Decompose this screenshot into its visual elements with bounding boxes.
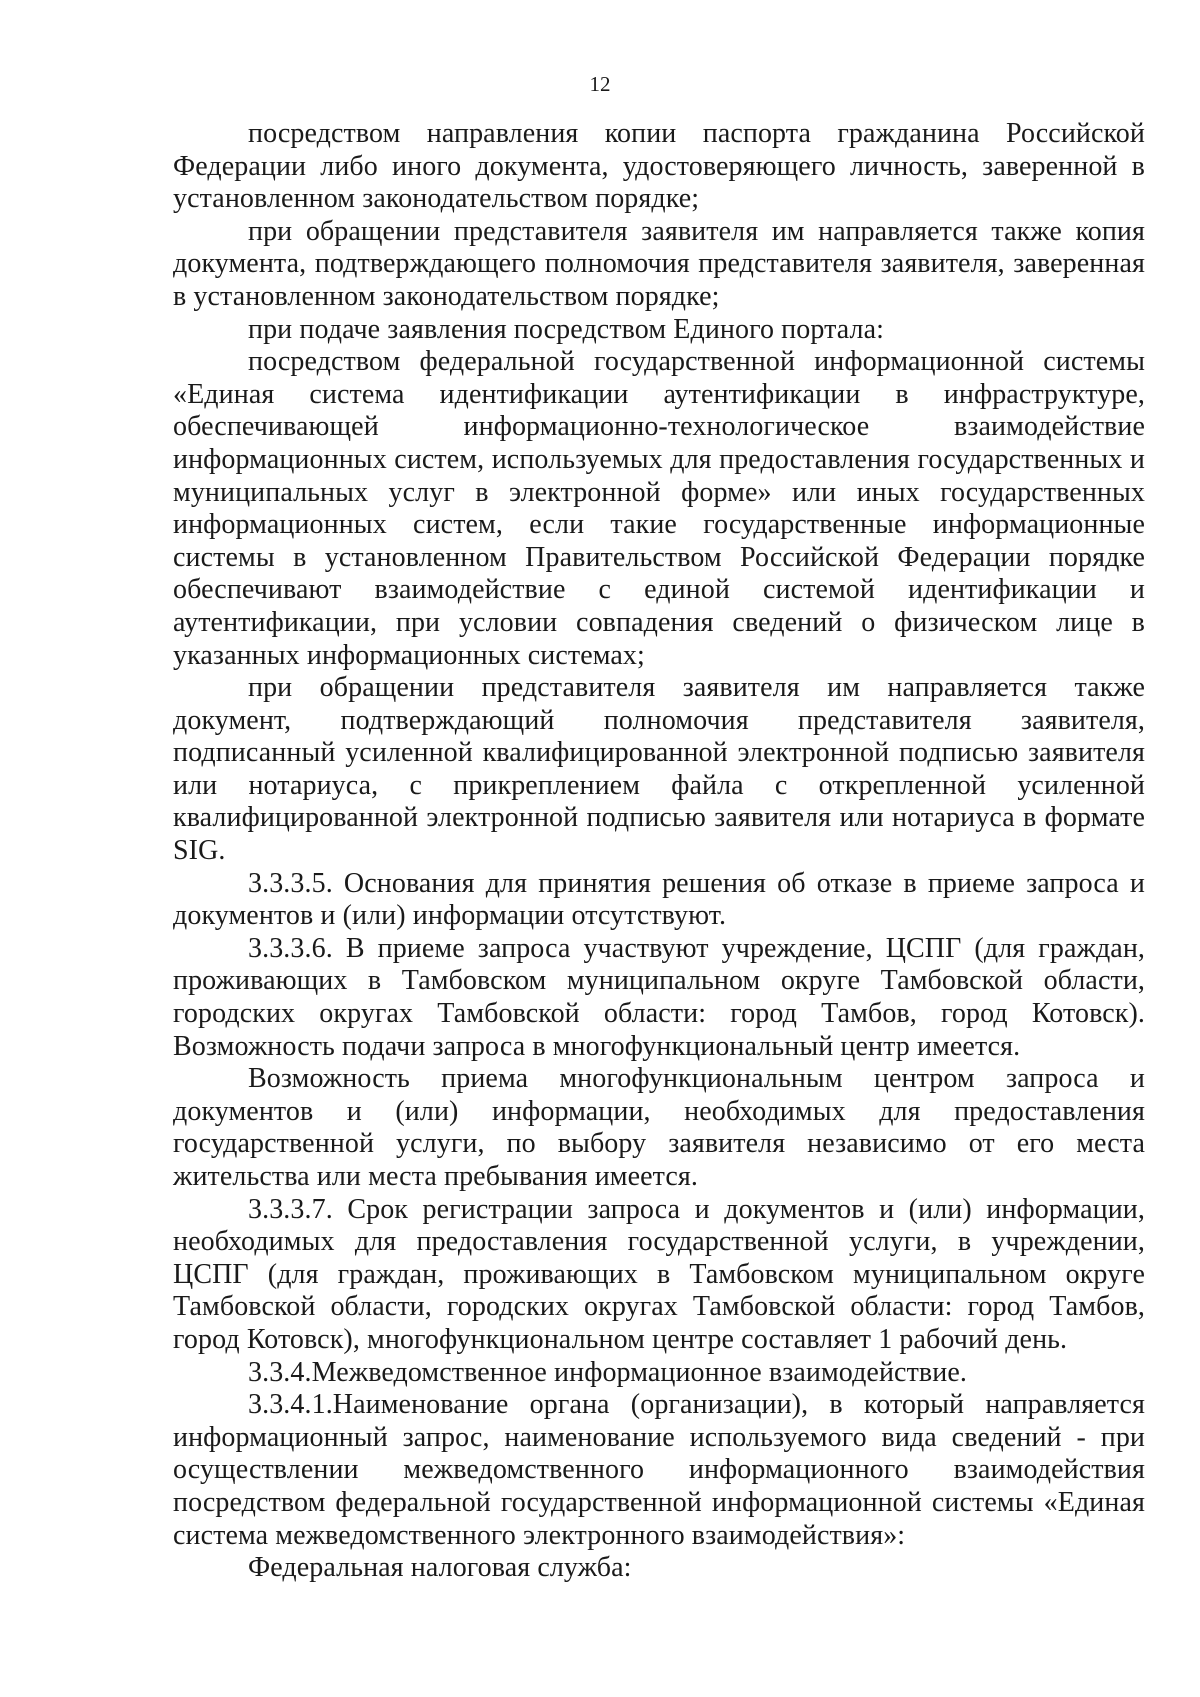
paragraph-3-3-3-7: 3.3.3.7. Срок регистрации запроса и документов и (или) информации, необходимых для предоставления государственной услуги, в учреждении, ЦСПГ (для граждан, проживающих в Тамбовском муниципальном округе Тамбовской области, городских округах Тамбовской области: город Тамбов, город Котовск), многофункциональном центре составляет 1 рабочий день. [173, 1193, 1145, 1355]
paragraph-representative-signature: при обращении представителя заявителя им направляется также документ, подтверждающий полномочия представителя заявителя, подписанный усиленной квалифицированной электронной подписью заявителя или нотариуса, с прикреплением файла с открепленной усиленной квалифицированной электронной подписью заявителя или нотариуса в формате SIG. [173, 672, 1145, 867]
paragraph-representative-copy: при обращении представителя заявителя им направляется также копия документа, подтверждающего полномочия представителя заявителя, заверенная в установленном законодательством порядке; [173, 215, 1145, 312]
paragraph-passport-copy: посредством направления копии паспорта гражданина Российской Федерации либо иного документа, удостоверяющего личность, заверенной в установленном законодательством порядке; [173, 118, 1145, 215]
document-body [173, 118, 1145, 1585]
paragraph-mfc-reception: Возможность приема многофункциональным центром запроса и документов и (или) информации, необходимых для предоставления государственной услуги, по выбору заявителя независимо от его места жительства или места пребывания имеется. [173, 1063, 1145, 1192]
paragraph-tax-service: Федеральная налоговая служба: [248, 1552, 632, 1584]
page-number: 12 [589, 72, 611, 96]
paragraph-3-3-4: 3.3.4.Межведомственное информационное взаимодействие. [248, 1356, 967, 1388]
paragraph-3-3-3-6: 3.3.3.6. В приеме запроса участвуют учреждение, ЦСПГ (для граждан, проживающих в Тамбовском муниципальном округе Тамбовской области, городских округах Тамбовской области: город Тамбов, город Котовск). Возможность подачи запроса в многофункциональный центр имеется. [173, 932, 1145, 1062]
paragraph-esia: посредством федеральной государственной информационной системы «Единая система идентификации аутентификации в инфраструктуре, обеспечивающей информационно-технологическое взаимодействие информационных систем, используемых для предоставления государственных и муниципальных услуг в электронной форме» или иных государственных информационных систем, если такие государственные информационные системы в установленном Правительством Российской Федерации порядке обеспечивают взаимодействие с единой системой идентификации и аутентификации, при условии совпадения сведений о физическом лице в указанных информационных системах; [173, 346, 1145, 671]
paragraph-unified-portal: при подаче заявления посредством Единого портала: [248, 313, 885, 345]
paragraph-3-3-4-1: 3.3.4.1.Наименование органа (организации), в который направляется информационный запрос, наименование используемого вида сведений - при осуществлении межведомственного информационного взаимодействия посредством федеральной государственной информационной системы «Единая система межведомственного электронного взаимодействия»: [173, 1389, 1145, 1551]
paragraph-3-3-3-5: 3.3.3.5. Основания для принятия решения об отказе в приеме запроса и документов и (или) информации отсутствуют. [173, 867, 1145, 932]
